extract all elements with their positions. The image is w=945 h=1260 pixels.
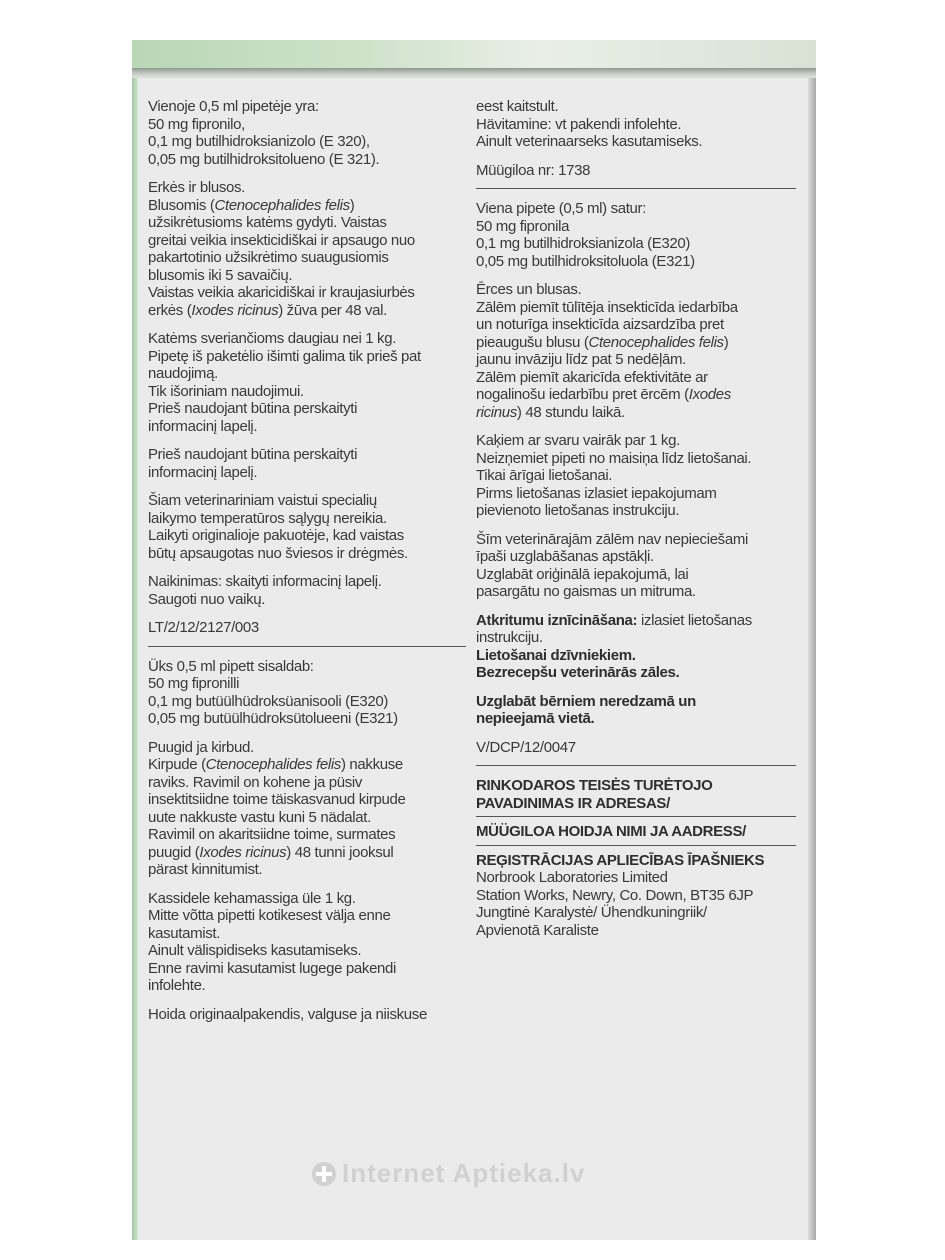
holder-divider (476, 845, 796, 846)
holder-heading-et: MÜÜGILOA HOIDJA NIMI JA AADRESS/ (476, 823, 746, 840)
left-text-column (148, 98, 466, 1034)
lt-read-leaflet: Prieš naudojant būtina perskaityti informacinį lapelį. (148, 446, 358, 481)
lv-disposal: Atkritumu iznīcināšana: izlasiet lietošanas instrukciju. (476, 611, 752, 646)
section-divider (476, 765, 796, 766)
package-left-edge (132, 78, 138, 1240)
holder-heading-lt: RINKODAROS TEISĖS TURĖTOJO PAVADINIMAS IR ADRESAS/ (476, 777, 713, 812)
section-divider (148, 646, 466, 647)
lt-composition: Vienoje 0,5 ml pipetėje yra: 50 mg fipronilo, 0,1 mg butilhidroksianizolo (E 320), 0,05 mg butilhidroksitolueno (E 321). (148, 98, 380, 168)
et-registration-number: Müügiloa nr: 1738 (476, 161, 591, 179)
watermark-text: Internet Aptieka.lv (342, 1158, 586, 1188)
lv-composition: Viena pipete (0,5 ml) satur: 50 mg fipronila 0,1 mg butilhidroksianizola (E320) 0,05 mg butilhidroksitoluola (E321) (476, 200, 695, 270)
lv-registration-number: V/DCP/12/0047 (476, 738, 576, 756)
holder-address: Norbrook Laboratories Limited Station Works, Newry, Co. Down, BT35 6JP Jungtinė Karalystė/ Ühendkuningriik/ Apvienotā Karaliste (476, 869, 754, 939)
lt-storage: Šiam veterinariniam vaistui specialių laikymo temperatūros sąlygų nereikia. Laikyti originalioje pakuotėje, kad vaistas būtų apsaugotas nuo šviesos ir drėgmės. (148, 492, 408, 562)
lt-indication: Blusomis (Ctenocephalides felis) užsikrėtusioms katėms gydyti. Vaistas greitai veikia insekticidiškai ir apsaugo nuo pakartotinio užsikrėtimo suaugusiomis blusomis iki 5 savaičių. Vaistas veikia akaricidiškai ir kraujasiurbės erkės (Ixodes ricinus) žūva per 48 val. (148, 196, 415, 319)
holder-divider (476, 816, 796, 817)
lv-indication: Ērces un blusas. Zālēm piemīt tūlītēja insekticīda iedarbība un noturīga insekticīda aizsardzība pret pieaugušu blusu (Ctenocephalides felis) jaunu invāziju līdz pat 5 nedēļām. Zālēm piemīt akaricīda efektivitāte ar nogalinošu iedarbību pret ērcēm (Ixodes ricinus) 48 stundu laikā. (476, 281, 738, 421)
et-indication: Puugid ja kirbud. Kirpude (Ctenocephalides felis) nakkuse raviks. Ravimil on kohene ja püsiv insektitsiidne toime täiskasvanud kirpude uute nakkuste vastu kuni 5 nädalat. Ravimil on akaritsiidne toime, surmates puugid (Ixodes ricinus) 48 tunni jooksul pärast kinnitumist. (148, 738, 406, 878)
section-divider (476, 188, 796, 189)
holder-heading-lv: REĢISTRĀCIJAS APLIECĪBAS ĪPAŠNIEKS (476, 851, 765, 869)
et-storage: Hoida originaalpakendis, valguse ja niiskuse (148, 1005, 427, 1023)
lt-usage: Katėms sveriančioms daugiau nei 1 kg. Pipetę iš paketėlio išimti galima tik prieš pat naudojimą. Tik išoriniam naudojimui. Prieš naudojant būtina perskaityti informacinį lapelį. (148, 330, 421, 435)
lt-registration-number: LT/2/12/2127/003 (148, 619, 259, 636)
package-right-edge (808, 78, 816, 1240)
lv-usage: Kaķiem ar svaru vairāk par 1 kg. Neizņemiet pipeti no maisiņa līdz lietošanai. Tikai ārīgai lietošanai. Pirms lietošanas izlasiet iepakojumam pievienoto lietošanas instrukciju. (476, 432, 752, 519)
lt-disposal: Naikinimas: skaityti informacinį lapelį. Saugoti nuo vaikų. (148, 573, 382, 608)
watermark (312, 1158, 585, 1189)
et-composition: Üks 0,5 ml pipett sisaldab: 50 mg fipronilli 0,1 mg butüülhüdroksüanisooli (E320) 0,05 mg butüülhüdroksütolueeni (E321) (148, 657, 398, 727)
lt-indication-title: Erkės ir blusos. (148, 179, 245, 196)
lv-storage: Šīm veterinārajām zālēm nav nepieciešami īpaši uzglabāšanas apstākļi. Uzglabāt oriģinālā iepakojumā, lai pasargātu no gaismas un mitruma. (476, 530, 748, 600)
et-usage: Kassidele kehamassiga üle 1 kg. Mitte võtta pipetti kotikesest välja enne kasutamist. Ainult välispidiseks kasutamiseks. Enne ravimi kasutamist lugege pakendi infolehte. (148, 889, 397, 994)
lv-animal-use: Lietošanai dzīvniekiem. Bezrecepšu veterinārās zāles. (476, 646, 680, 681)
package-top-flap (132, 40, 816, 70)
right-text-column (476, 98, 796, 950)
lv-keep-from-children: Uzglabāt bērniem neredzamā un nepieejamā vietā. (476, 692, 696, 727)
pharmacy-cross-icon (312, 1162, 336, 1186)
et-storage-continued: eest kaitstult. Hävitamine: vt pakendi infolehte. Ainult veterinaarseks kasutamiseks. (476, 98, 703, 150)
